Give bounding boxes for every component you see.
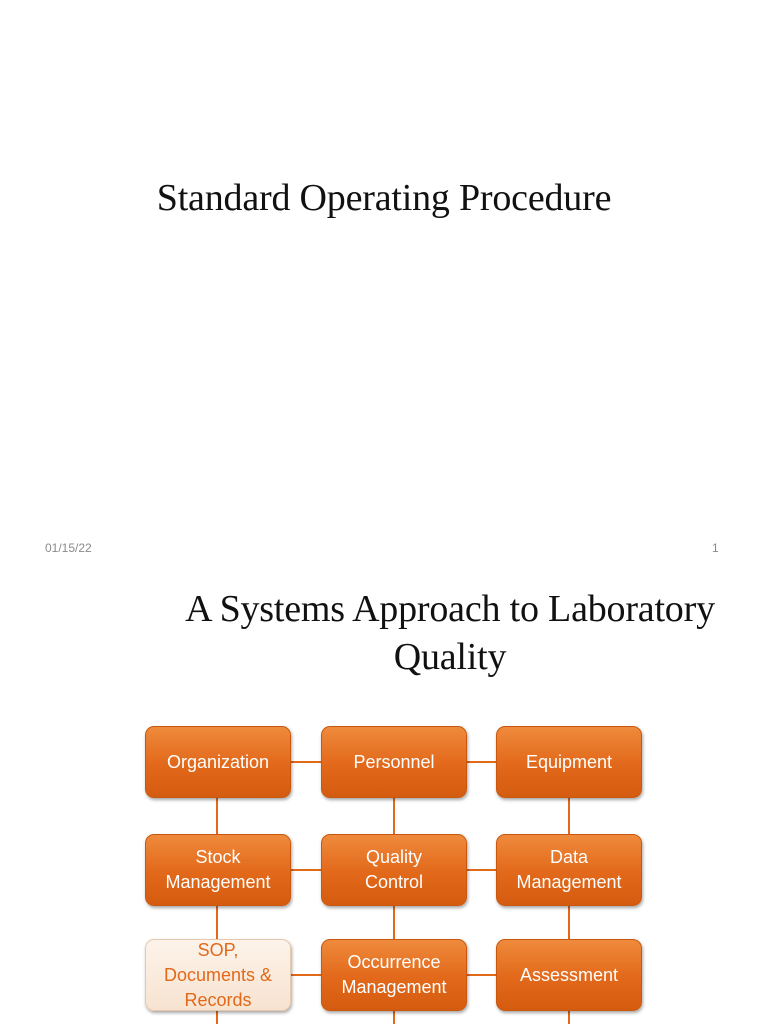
node-assessment: Assessment (496, 939, 642, 1011)
node-equipment: Equipment (496, 726, 642, 798)
quality-systems-diagram (0, 565, 768, 1024)
slide-2 (0, 565, 768, 1024)
node-sop-documents-records: SOP, Documents & Records (145, 939, 291, 1011)
node-quality-control: Quality Control (321, 834, 467, 906)
slide-number: 1 (712, 541, 719, 555)
node-personnel: Personnel (321, 726, 467, 798)
node-stock-management: Stock Management (145, 834, 291, 906)
slide-date: 01/15/22 (45, 541, 92, 555)
node-occurrence-management: Occurrence Management (321, 939, 467, 1011)
slide-2-title-line-1: A Systems Approach to Laboratory (185, 588, 715, 630)
slide-1-title: Standard Operating Procedure (156, 177, 612, 219)
node-data-management: Data Management (496, 834, 642, 906)
slide-2-title-line-2: Quality (393, 636, 507, 678)
node-organization: Organization (145, 726, 291, 798)
